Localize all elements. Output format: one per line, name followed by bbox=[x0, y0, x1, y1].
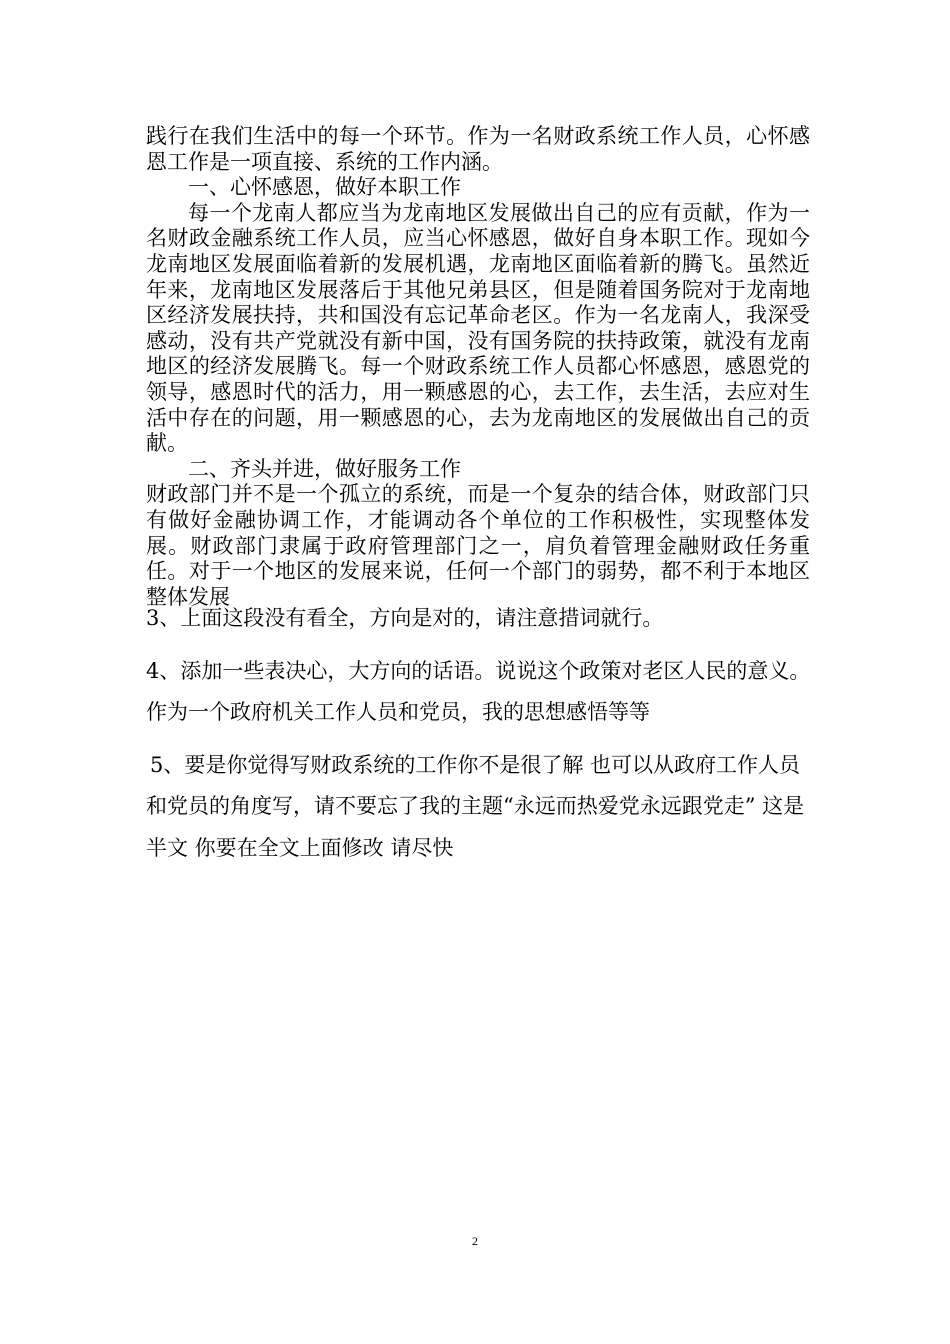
document-body bbox=[146, 124, 810, 610]
page-number: 2 bbox=[472, 1234, 478, 1248]
note-item: 3、上面这段没有看全，方向是对的，请注意措词就行。 bbox=[146, 606, 664, 630]
continuation-paragraph: 践行在我们生活中的每一个环节。作为一名财政系统工作人员，心怀感恩工作是一项直接、系统的工作内涵。 bbox=[146, 124, 810, 174]
section-1-heading: 一、心怀感恩，做好本职工作 bbox=[188, 175, 461, 200]
revision-notes bbox=[146, 598, 816, 869]
note-item: 5、要是你觉得写财政系统的工作你不是很了解 也可以从政府工作人员和党员的角度写，请不要忘了我的主题“永远而热爱党永远跟党走” 这是半文 你要在全文上面修改 请尽快 bbox=[146, 752, 805, 860]
section-1-paragraph: 每一个龙南人都应当为龙南地区发展做出自己的应有贡献，作为一名财政金融系统工作人员，应当心怀感恩，做好自身本职工作。现如今龙南地区发展面临着新的发展机遇，龙南地区面临着新的腾飞。虽然近年来，龙南地区发展落后于其他兄弟县区，但是随着国务院对于龙南地区经济发展扶持，共和国没有忘记革命老区。作为一名龙南人，我深受感动，没有共产党就没有新中国，没有国务院的扶持政策，就没有龙南地区的经济发展腾飞。每一个财政系统工作人员都心怀感恩，感恩党的领导，感恩时代的活力，用一颗感恩的心，去工作，去生活，去应对生活中存在的问题，用一颗感恩的心，去为龙南地区的发展做出自己的贡献。 bbox=[146, 200, 810, 456]
section-2-heading: 二、齐头并进，做好服务工作 bbox=[188, 456, 461, 481]
note-item: 4、添加一些表决心，大方向的话语。说说这个政策对老区人民的意义。作为一个政府机关工作人员和党员，我的思想感悟等等 bbox=[146, 658, 811, 724]
section-2-paragraph: 财政部门并不是一个孤立的系统，而是一个复杂的结合体，财政部门只有做好金融协调工作，才能调动各个单位的工作积极性，实现整体发展。财政部门隶属于政府管理部门之一，肩负着管理金融财政任务重任。对于一个地区的发展来说，任何一个部门的弱势，都不利于本地区整体发展 bbox=[146, 482, 810, 609]
